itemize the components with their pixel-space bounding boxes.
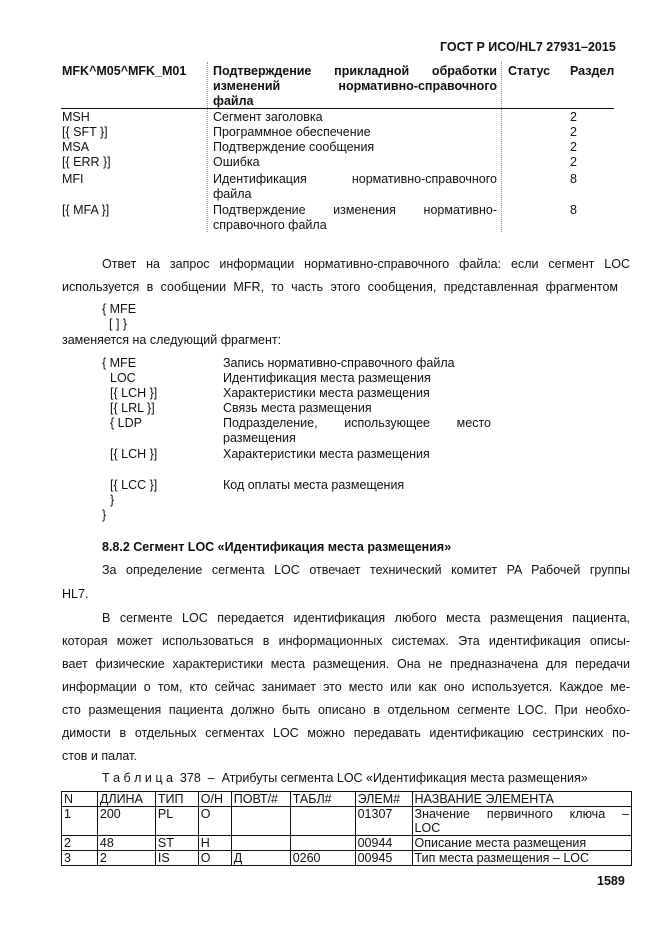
segment-desc: Программное обеспечение xyxy=(213,125,371,139)
structure-desc: Подразделение, использующее место xyxy=(223,416,491,430)
header-cell-repeat: ПОВТ/# xyxy=(231,792,290,807)
cell-table xyxy=(290,807,355,836)
desc-col-header-line2: изменений нормативно-справочного xyxy=(213,79,497,93)
cell-element: 00945 xyxy=(355,851,412,866)
cell-optional: Н xyxy=(198,836,231,851)
structure-code: LOC xyxy=(110,371,136,385)
structure-close: } xyxy=(102,508,107,522)
cell-table: 0260 xyxy=(290,851,355,866)
cell-type: PL xyxy=(155,807,198,836)
cell-n: 2 xyxy=(62,836,98,851)
table-caption: Т а б л и ц а 378 – Атрибуты сегмента LOC «Идентификация места размещения» xyxy=(102,771,588,785)
cell-optional: О xyxy=(198,807,231,836)
cell-name xyxy=(412,807,631,836)
column-divider xyxy=(501,62,502,232)
paragraph-line: вает физические характеристики места размещения. Она не предназначена для передачи xyxy=(62,657,630,671)
structure-close: } xyxy=(110,493,115,507)
header-cell-name: НАЗВАНИЕ ЭЛЕМЕНТА xyxy=(412,792,631,807)
structure-code: [{ LCH }] xyxy=(110,386,158,400)
section-col-header: Раздел xyxy=(570,64,615,78)
page-number: 1589 xyxy=(597,874,625,888)
cell-element: 01307 xyxy=(355,807,412,836)
table-header-row xyxy=(62,792,632,807)
segment-desc: Идентификация нормативно-справочного xyxy=(213,172,497,186)
header-cell-length: ДЛИНА xyxy=(97,792,155,807)
desc-col-header-line3: файла xyxy=(213,94,254,108)
paragraph-line: сто размещения пациента должно быть описано в отдельном сегменте LOC. При необхо- xyxy=(62,703,630,717)
structure-code: { LDP xyxy=(110,416,142,430)
header-cell-n: N xyxy=(62,792,98,807)
structure-desc-cont: размещения xyxy=(223,431,296,445)
paragraph-line: информации о том, кто сейчас занимает это место или как оно используется. Каждое ме- xyxy=(62,680,630,694)
cell-repeat xyxy=(231,807,290,836)
segment-section: 8 xyxy=(570,203,577,217)
cell-name-line1: Значение первичного ключа – xyxy=(414,807,629,821)
segment-code: [{ MFA }] xyxy=(62,203,110,217)
structure-desc: Характеристики места размещения xyxy=(223,386,430,400)
paragraph-line: используется в сообщении MFR, то часть этого сообщения, представленная фрагментом xyxy=(62,280,618,294)
header-cell-type: ТИП xyxy=(155,792,198,807)
structure-desc: Код оплаты места размещения xyxy=(223,478,405,492)
segment-section: 2 xyxy=(570,140,577,154)
paragraph-line: В сегменте LOC передается идентификация любого места размещения пациента, xyxy=(102,611,630,625)
segment-section: 2 xyxy=(570,110,577,124)
segment-desc: Подтверждение сообщения xyxy=(213,140,375,154)
msg-col-header: MFK^M05^MFK_M01 xyxy=(62,64,187,78)
table-row xyxy=(62,807,632,836)
segment-code: MSA xyxy=(62,140,90,154)
table-row xyxy=(62,851,632,866)
cell-repeat: Д xyxy=(231,851,290,866)
paragraph-line: Ответ на запрос информации нормативно-справочного файла: если сегмент LOC xyxy=(102,257,630,271)
replace-text: заменяется на следующий фрагмент: xyxy=(62,333,282,347)
segment-desc-cont: файла xyxy=(213,187,252,201)
segment-code: [{ SFT }] xyxy=(62,125,108,139)
paragraph-line: HL7. xyxy=(62,587,89,601)
table-row xyxy=(62,836,632,851)
paragraph-line: стов и палат. xyxy=(62,749,137,763)
structure-desc: Запись нормативно-справочного файла xyxy=(223,356,455,370)
segment-desc: Сегмент заголовка xyxy=(213,110,323,124)
structure-code: [{ LRL }] xyxy=(110,401,155,415)
cell-length: 48 xyxy=(97,836,155,851)
structure-code: [{ LCC }] xyxy=(110,478,158,492)
segment-code: [{ ERR }] xyxy=(62,155,111,169)
cell-repeat xyxy=(231,836,290,851)
attributes-table xyxy=(61,791,632,866)
cell-element: 00944 xyxy=(355,836,412,851)
cell-name: Описание места размещения xyxy=(412,836,631,851)
status-col-header: Статус xyxy=(508,64,551,78)
structure-code: [{ LCH }] xyxy=(110,447,158,461)
cell-optional: О xyxy=(198,851,231,866)
segment-code: MFI xyxy=(62,172,84,186)
cell-n: 3 xyxy=(62,851,98,866)
header-rule xyxy=(61,108,614,109)
segment-section: 2 xyxy=(570,155,577,169)
header-cell-optional: О/Н xyxy=(198,792,231,807)
cell-type: ST xyxy=(155,836,198,851)
header-cell-element: ЭЛЕМ# xyxy=(355,792,412,807)
paragraph-line: димости в отдельных сегментах LOC можно передавать идентификацию сестринских по- xyxy=(62,726,630,740)
fragment-line: { MFE xyxy=(102,302,137,316)
paragraph-line: которая может использоваться в информационных системах. Эта идентификация описы- xyxy=(62,634,630,648)
cell-length: 200 xyxy=(97,807,155,836)
segment-code: MSH xyxy=(62,110,90,124)
segment-desc-cont: справочного файла xyxy=(213,218,327,232)
cell-table xyxy=(290,836,355,851)
page-header: ГОСТ Р ИСО/HL7 27931–2015 xyxy=(440,40,616,54)
header-cell-table: ТАБЛ# xyxy=(290,792,355,807)
structure-code: { MFE xyxy=(102,356,137,370)
column-divider xyxy=(207,62,208,232)
segment-section: 8 xyxy=(570,172,577,186)
cell-name: Тип места размещения – LOC xyxy=(412,851,631,866)
cell-name-line2: LOC xyxy=(414,821,441,835)
section-heading: 8.8.2 Сегмент LOC «Идентификация места размещения» xyxy=(102,540,452,554)
structure-desc: Связь места размещения xyxy=(223,401,372,415)
fragment-line: [ ] } xyxy=(109,317,128,331)
segment-desc: Подтверждение изменения нормативно- xyxy=(213,203,497,217)
desc-col-header-line1: Подтверждение прикладной обработки xyxy=(213,64,497,78)
structure-desc: Характеристики места размещения xyxy=(223,447,430,461)
cell-length: 2 xyxy=(97,851,155,866)
paragraph-line: За определение сегмента LOC отвечает технический комитет PA Рабочей группы xyxy=(102,563,630,577)
segment-desc: Ошибка xyxy=(213,155,260,169)
cell-n: 1 xyxy=(62,807,98,836)
segment-section: 2 xyxy=(570,125,577,139)
cell-type: IS xyxy=(155,851,198,866)
structure-desc: Идентификация места размещения xyxy=(223,371,431,385)
